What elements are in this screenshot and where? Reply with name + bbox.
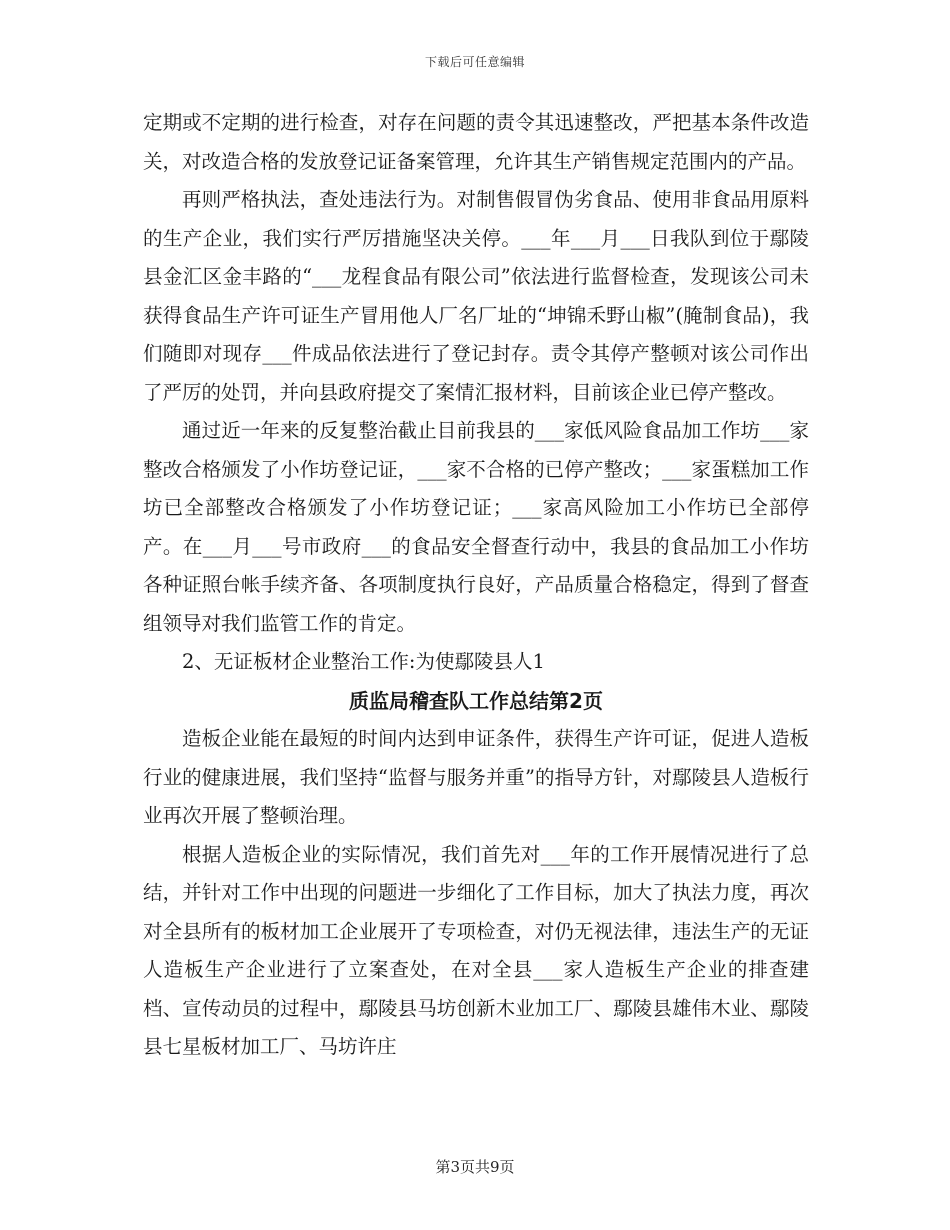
page-header-note: 下载后可任意编辑 [424,55,525,69]
paragraph-1: 定期或不定期的进行检查，对存在问题的责令其迅速整改，严把基本条件改造关，对改造合格的发放登记证备案管理，允许其生产销售规定范围内的产品。 [143,111,809,173]
paragraph-5: 造板企业能在最短的时间内达到申证条件，获得生产许可证，促进人造板行业的健康进展，我们坚持“监督与服务并重”的指导方针，对鄢陵县人造板行业再次开展了整顿治理。 [143,727,809,827]
paragraph-4: 2、无证板材企业整治工作:为使鄢陵县人1 [182,650,545,673]
paragraph-3: 通过近一年来的反复整治截止目前我县的___家低风险食品加工作坊___家整改合格颁发了小作坊登记证，___家不合格的已停产整改；___家蛋糕加工作坊已全部整改合格颁发了小作坊登记证；___家高风险加工小作坊已全部停产。在___月___号市政府___的食品安全督查行动中，我县的食品加工小作坊各种证照台帐手续齐备、各项制度执行良好，产品质量合格稳定，得到了督查组领导对我们监管工作的肯定。 [143,419,809,635]
section-title: 质监局稽查队工作总结第2页 [349,688,603,713]
document-body [143,104,809,1067]
page-footer-indicator: 第3页共9页 [435,1158,515,1176]
paragraph-2: 再则严格执法，查处违法行为。对制售假冒伪劣食品、使用非食品用原料的生产企业，我们实行严厉措施坚决关停。___年___月___日我队到位于鄢陵县金汇区金丰路的“___龙程食品有限公司”依法进行监督检查，发现该公司未获得食品生产许可证生产冒用他人厂名厂址的“坤锦禾野山椒”(腌制食品)，我们随即对现存___件成品依法进行了登记封存。责令其停产整顿对该公司作出了严厉的处罚，并向县政府提交了案情汇报材料，目前该企业已停产整改。 [143,188,809,404]
paragraph-6: 根据人造板企业的实际情况，我们首先对___年的工作开展情况进行了总结，并针对工作中出现的问题进一步细化了工作目标，加大了执法力度，再次对全县所有的板材加工企业展开了专项检查，对仍无视法律，违法生产的无证人造板生产企业进行了立案查处，在对全县___家人造板生产企业的排查建档、宣传动员的过程中，鄢陵县马坊创新木业加工厂、鄢陵县雄伟木业、鄢陵县七星板材加工厂、马坊许庄 [143,842,809,1058]
